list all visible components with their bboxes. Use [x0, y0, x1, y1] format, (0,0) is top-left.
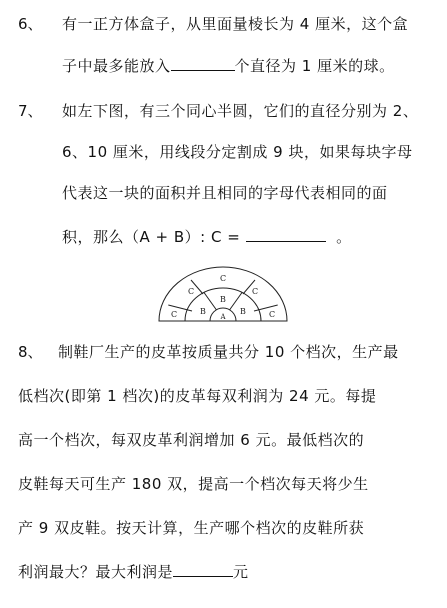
figure-label-b: B	[200, 307, 206, 316]
question-text-line: 有一正方体盒子，从里面量棱长为 4 厘米，这个盒	[62, 15, 409, 33]
concentric-semicircles-figure	[157, 264, 289, 324]
question-text-line	[18, 562, 249, 582]
question-text-line: 如左下图，有三个同心半圆，它们的直径分别为 2、	[62, 102, 419, 120]
question-text-line: 低档次(即第 1 档次)的皮革每双利润为 24 元。每提	[18, 387, 377, 405]
figure-label-c: C	[187, 287, 195, 296]
question-text-line	[62, 56, 395, 76]
question-text-line	[62, 227, 352, 247]
figure-label-b: B	[240, 307, 246, 316]
question-text-fragment: 个直径为 1 厘米的球。	[234, 57, 395, 75]
answer-blank	[173, 562, 233, 577]
question-text-fragment: 元	[233, 563, 249, 581]
answer-blank	[246, 227, 326, 242]
figure-label-c: C	[170, 310, 178, 319]
question-text-line: 6、10 厘米，用线段分定割成 9 块，如果每块字母	[62, 143, 413, 161]
question-number: 7、	[18, 102, 43, 120]
question-text-line: 代表这一块的面积并且相同的字母代表相同的面	[62, 184, 388, 202]
question-text-fragment: 利润最大？最大利润是	[18, 563, 174, 581]
question-number: 8、	[18, 343, 43, 361]
question-text-line: 制鞋厂生产的皮革按质量共分 10 个档次，生产最	[58, 343, 399, 361]
question-text-fragment: 子中最多能放入	[62, 57, 171, 75]
question-number: 6、	[18, 15, 43, 33]
answer-blank	[171, 56, 235, 71]
question-text-fragment: 。	[336, 228, 352, 246]
question-text-line: 产 9 双皮鞋。按天计算，生产哪个档次的皮鞋所获	[18, 519, 365, 537]
question-text-fragment: 积，那么（A + B）: C =	[62, 228, 241, 246]
question-text-line: 高一个档次，每双皮革利润增加 6 元。最低档次的	[18, 431, 365, 449]
question-text-line: 皮鞋每天可生产 180 双，提高一个档次每天将少生	[18, 475, 369, 493]
figure-label-b: B	[220, 295, 226, 304]
figure-label-c: C	[219, 274, 227, 283]
figure-label-c: C	[268, 310, 276, 319]
figure-label-a: A	[220, 313, 226, 321]
figure-label-c: C	[251, 287, 259, 296]
